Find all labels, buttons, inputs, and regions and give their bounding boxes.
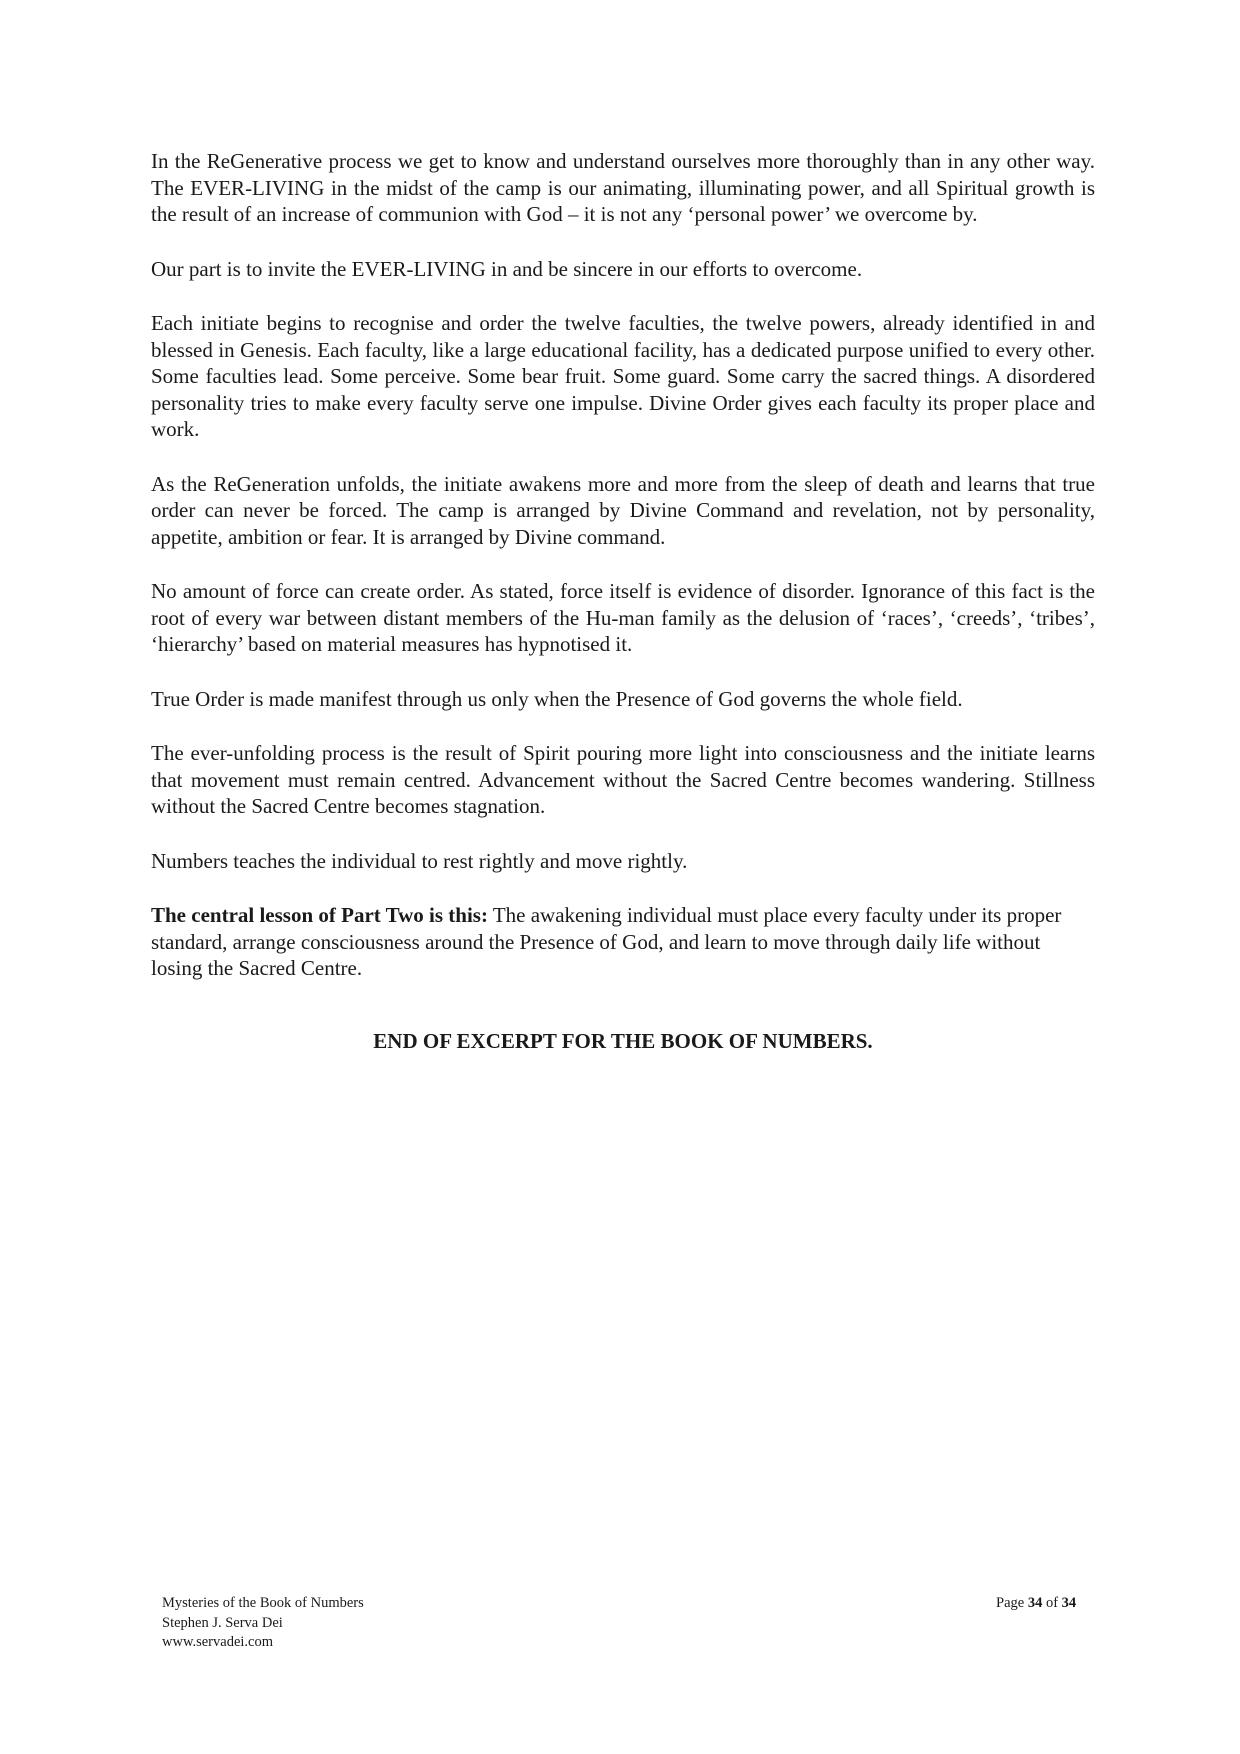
- paragraph-numbers-teaches: Numbers teaches the individual to rest rightly and move rightly.: [151, 848, 688, 873]
- page-current: 34: [1027, 1595, 1043, 1611]
- footer-book-title: Mysteries of the Book of Numbers: [162, 1595, 364, 1611]
- paragraph-twelve-faculties: Each initiate begins to recognise and order the twelve faculties, the twelve powers, already identified in and blessed in Genesis. Each faculty, like a large educational facility, has a dedicated purpose unified to every other. Some faculties lead. Some perceive. Some bear fruit. Some guard. Some carry the sacred things. A disordered personality tries to make every faculty serve one impulse. Divine Order gives each faculty its proper place and work.: [151, 311, 1095, 441]
- paragraph-our-part: Our part is to invite the EVER-LIVING in and be sincere in our efforts to overcome.: [151, 256, 863, 281]
- footer-author: Stephen J. Serva Dei: [162, 1614, 283, 1631]
- paragraph-ever-unfolding: The ever-unfolding process is the result of Spirit pouring more light into consciousness and the initiate learns that movement must remain centred. Advancement without the Sacred Centre becomes wandering. Stillness without the Sacred Centre becomes stagnation.: [151, 741, 1095, 818]
- page-total: 34: [1061, 1595, 1077, 1611]
- central-lesson-text: The awakening individual must place every faculty under its proper standard, arrange consciousness around the Presence of God, and learn to move through daily life without losing the Sacred Centre.: [151, 903, 1062, 980]
- paragraph-central-lesson: [151, 902, 1095, 982]
- footer-website: www.servadei.com: [162, 1634, 273, 1650]
- paragraph-true-order: True Order is made manifest through us only when the Presence of God governs the whole field.: [151, 686, 963, 711]
- paragraph-regeneration-unfolds: As the ReGeneration unfolds, the initiate awakens more and more from the sleep of death and learns that true order can never be forced. The camp is arranged by Divine Command and revelation, not by personality, appetite, ambition or fear. It is arranged by Divine command.: [151, 471, 1095, 549]
- page-of: of: [1042, 1595, 1062, 1611]
- page-prefix: Page: [996, 1595, 1028, 1611]
- paragraph-regenerative-process: In the ReGenerative process we get to know and understand ourselves more thoroughly than in any other way. The EVER-LIVING in the midst of the camp is our animating, illuminating power, and all Spiritual growth is the result of an increase of communion with God – it is not any ‘personal power’ we overcome by.: [151, 149, 1095, 226]
- end-of-excerpt-note: END OF EXCERPT FOR THE BOOK OF NUMBERS.: [373, 1029, 873, 1053]
- page-number: [996, 1594, 1076, 1614]
- footer-info: [162, 1594, 364, 1653]
- main-text: [151, 148, 1095, 1010]
- paragraph-force-and-order: No amount of force can create order. As stated, force itself is evidence of disorder. Ignorance of this fact is the root of every war between distant members of the Hu-man family as the delusion of ‘races’, ‘creeds’, ‘tribes’, ‘hierarchy’ based on material measures has hypnotised it.: [151, 579, 1095, 656]
- central-lesson-lead: The central lesson of Part Two is this:: [151, 903, 488, 927]
